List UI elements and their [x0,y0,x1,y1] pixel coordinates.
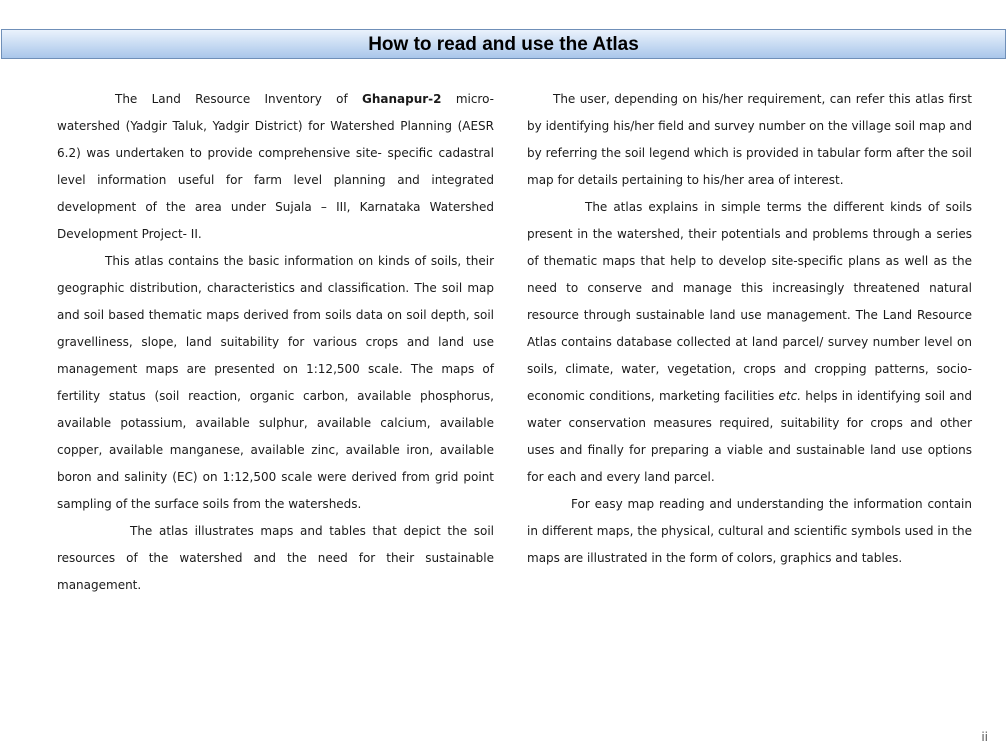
user-guide-paragraph: The user, depending on his/her requirement, can refer this atlas first by identifying his/her field and survey number on the village soil map and by referring the soil legend which is provided in tabular form after the soil map for details pertaining to his/her area of interest. [527,92,972,187]
illustration-paragraph: The atlas illustrates maps and tables that depict the soil resources of the watershed and the need for their sustainable management. [57,524,494,592]
map-reading-paragraph: For easy map reading and understanding the information contain in different maps, the physical, cultural and scientific symbols used in the maps are illustrated in the form of colors, graphics and tables. [527,497,972,565]
watershed-name: Ghanapur-2 [362,92,442,106]
etc-abbreviation: etc. [778,389,802,403]
contents-paragraph: This atlas contains the basic information on kinds of soils, their geographic distribution, characteristics and classification. The soil map and soil based thematic maps derived from soils data on soil depth, soil gravelliness, slope, land suitability for various crops and land use management maps are presented on 1:12,500 scale. The maps of fertility status (soil reaction, organic carbon, available phosphorus, available potassium, available sulphur, available calcium, available copper, available manganese, available zinc, available iron, available boron and salinity (EC) on 1:12,500 scale were derived from grid point sampling of the surface soils from the watersheds. [57,254,494,511]
explanation-text-end: helps in identifying soil and water conservation measures required, suitability for crops and other uses and finally for preparing a viable and sustainable land use options for each and every land parcel. [527,389,972,484]
intro-paragraph [57,86,494,248]
page-number: ii [981,730,988,744]
atlas-explanation-paragraph [527,194,972,491]
page-title: How to read and use the Atlas [368,34,639,55]
right-column [527,86,972,572]
left-column [57,86,494,599]
intro-text-end: micro-watershed (Yadgir Taluk, Yadgir District) for Watershed Planning (AESR 6.2) was undertaken to provide comprehensive site- specific cadastral level information useful for farm level planning and integrated development of the area under Sujala – III, Karnataka Watershed Development Project- II. [57,92,494,241]
title-bar [1,29,1006,59]
intro-text-start: The Land Resource Inventory of [115,92,362,106]
explanation-text-start: The atlas explains in simple terms the different kinds of soils present in the watershed, their potentials and problems through a series of thematic maps that help to develop site-specific plans as well as the need to conserve and manage this increasingly threatened natural resource through sustainable land use management. The Land Resource Atlas contains database collected at land parcel/ survey number level on soils, climate, water, vegetation, crops and cropping patterns, socio-economic conditions, marketing facilities [527,200,972,403]
